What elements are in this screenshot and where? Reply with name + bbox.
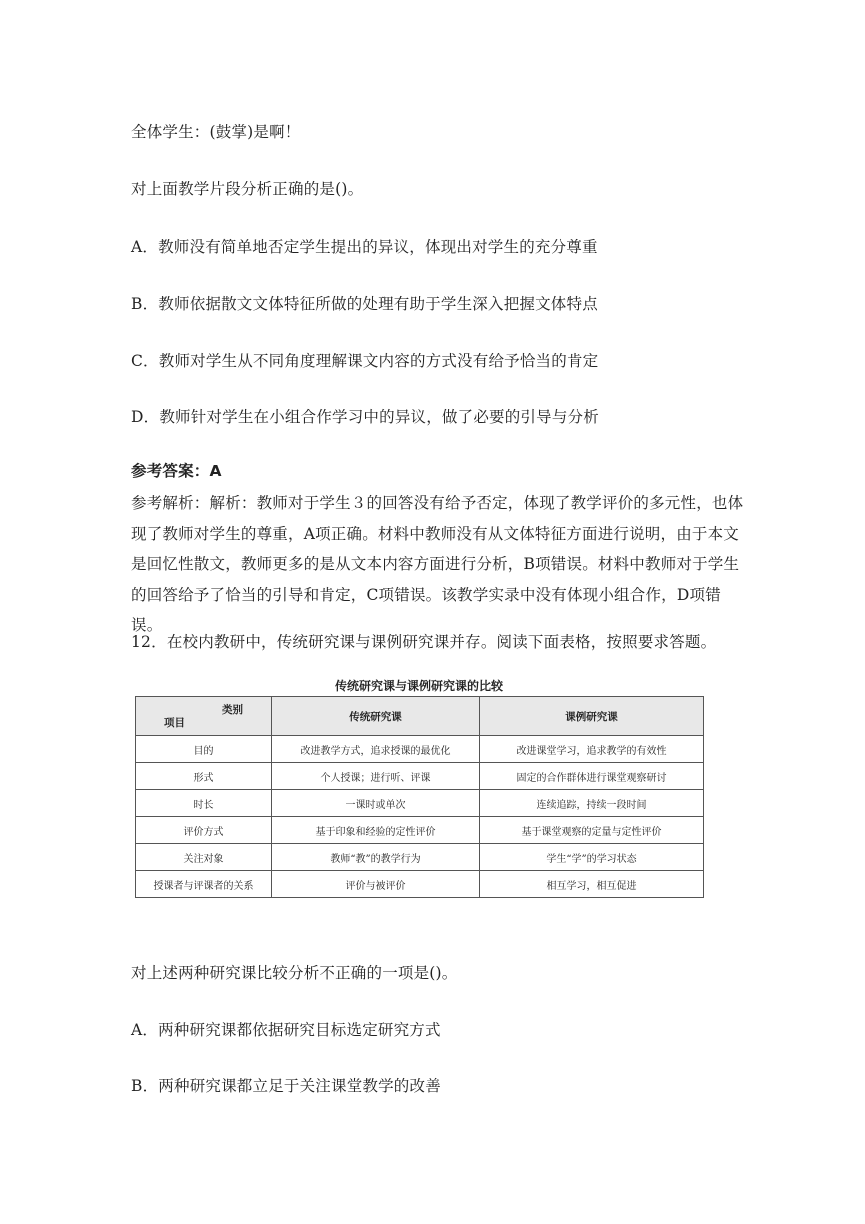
table-row: [136, 790, 704, 817]
q12-option-a: A．两种研究课都依据研究目标选定研究方式: [131, 1021, 441, 1039]
case-study-cell: 学生“学”的学习状态: [480, 844, 704, 871]
header-category: 类别: [222, 704, 243, 716]
case-study-cell: 基于课堂观察的定量与定性评价: [480, 817, 704, 844]
case-study-cell: 连续追踪，持续一段时间: [480, 790, 704, 817]
reference-answer: 参考答案：A: [131, 462, 222, 480]
students-reply: 全体学生：(鼓掌)是啊！: [131, 123, 301, 141]
row-label: 时长: [136, 790, 272, 817]
option-d: D．教师针对学生在小组合作学习中的异议，做了必要的引导与分析: [131, 408, 599, 426]
q12-option-b: B．两种研究课都立足于关注课堂教学的改善: [131, 1077, 441, 1095]
row-label: 授课者与评课者的关系: [136, 871, 272, 898]
option-c: C．教师对学生从不同角度理解课文内容的方式没有给予恰当的肯定: [131, 352, 599, 370]
table-row: [136, 871, 704, 898]
case-study-cell: 改进课堂学习，追求教学的有效性: [480, 736, 704, 763]
traditional-cell: 评价与被评价: [272, 871, 480, 898]
row-label: 关注对象: [136, 844, 272, 871]
question-12-stem: 对上述两种研究课比较分析不正确的一项是()。: [131, 964, 458, 982]
row-label: 评价方式: [136, 817, 272, 844]
table-title: 传统研究课与课例研究课的比较: [334, 679, 503, 693]
comparison-table: [135, 696, 704, 898]
question-12-intro: 12．在校内教研中，传统研究课与课例研究课并存。阅读下面表格，按照要求答题。: [131, 633, 717, 651]
table-row: [136, 817, 704, 844]
traditional-cell: 改进教学方式，追求授课的最优化: [272, 736, 480, 763]
reference-analysis: 参考解析：解析：教师对于学生３的回答没有给予否定，体现了教学评价的多元性，也体现了教师对学生的尊重，A项正确。材料中教师没有从文体特征方面进行说明，由于本文是回忆性散文，教师更多的是从文本内容方面进行分析，B项错误。材料中教师对于学生的回答给予了恰当的引导和肯定，C项错误。该教学实录中没有体现小组合作，D项错误。: [131, 494, 744, 634]
diagonal-header-cell: [136, 697, 272, 736]
traditional-cell: 个人授课；进行听、评课: [272, 763, 480, 790]
comparison-table-figure: [135, 676, 703, 898]
traditional-cell: 基于印象和经验的定性评价: [272, 817, 480, 844]
row-label: 形式: [136, 763, 272, 790]
traditional-cell: 教师“教”的教学行为: [272, 844, 480, 871]
row-label: 目的: [136, 736, 272, 763]
header-case-study: 课例研究课: [480, 697, 704, 736]
traditional-cell: 一课时或单次: [272, 790, 480, 817]
table-header-row: [136, 697, 704, 736]
option-b: B．教师依据散文文体特征所做的处理有助于学生深入把握文体特点: [131, 295, 598, 313]
case-study-cell: 相互学习，相互促进: [480, 871, 704, 898]
question-11-stem: 对上面教学片段分析正确的是()。: [131, 180, 364, 198]
table-row: [136, 844, 704, 871]
option-a: A．教师没有简单地否定学生提出的异议，体现出对学生的充分尊重: [131, 238, 598, 256]
table-row: [136, 736, 704, 763]
case-study-cell: 固定的合作群体进行课堂观察研讨: [480, 763, 704, 790]
table-row: [136, 763, 704, 790]
header-item: 项目: [164, 717, 185, 729]
header-traditional: 传统研究课: [272, 697, 480, 736]
